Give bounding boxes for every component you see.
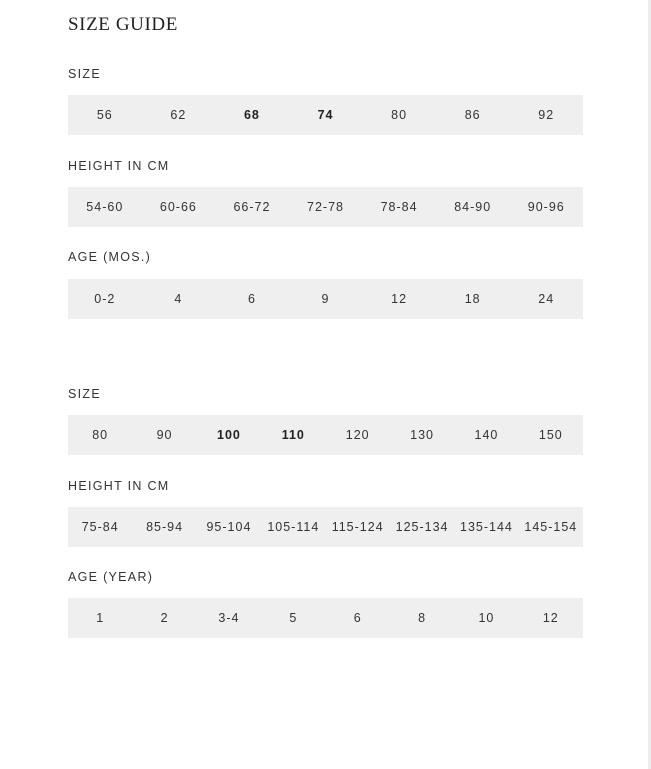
age-cell: 18 — [464, 292, 481, 306]
size-cell: 68 — [243, 108, 260, 122]
age-cell: 10 — [478, 611, 495, 625]
height-cell: 84-90 — [454, 200, 492, 214]
page-title: SIZE GUIDE — [68, 14, 178, 35]
age-cell: 12 — [391, 292, 408, 306]
size-cell: 140 — [474, 428, 499, 442]
age-cell: 6 — [247, 292, 256, 306]
height-row — [68, 507, 583, 547]
size-label: SIZE — [68, 67, 101, 81]
size-row — [68, 415, 583, 455]
age-cell: 5 — [289, 611, 298, 625]
age-cell: 3-4 — [218, 611, 240, 625]
height-row — [68, 187, 583, 227]
age-cell: 2 — [160, 611, 169, 625]
size-cell: 92 — [538, 108, 555, 122]
height-cell: 90-96 — [527, 200, 565, 214]
height-cell: 125-134 — [395, 520, 449, 534]
height-cell: 115-124 — [331, 520, 384, 534]
height-cell: 72-78 — [307, 200, 345, 214]
age-label: AGE (MOS.) — [68, 250, 152, 264]
age-cell: 8 — [418, 611, 427, 625]
height-cell: 105-114 — [267, 520, 320, 534]
height-label: HEIGHT IN CM — [68, 479, 170, 493]
size-cell: 74 — [317, 108, 334, 122]
size-cell: 80 — [391, 108, 408, 122]
height-cell: 145-154 — [524, 520, 578, 534]
size-cell: 56 — [96, 108, 113, 122]
height-cell: 60-66 — [159, 200, 197, 214]
height-cell: 78-84 — [380, 200, 418, 214]
age-cell: 0-2 — [94, 292, 116, 306]
size-cell: 100 — [217, 428, 241, 442]
age-cell: 24 — [538, 292, 555, 306]
size-cell: 150 — [538, 428, 563, 442]
age-cell: 6 — [353, 611, 362, 625]
size-cell: 62 — [170, 108, 187, 122]
size-cell: 120 — [345, 428, 370, 442]
age-row — [68, 279, 583, 319]
height-label: HEIGHT IN CM — [68, 159, 170, 173]
size-cell: 130 — [410, 428, 434, 442]
height-cell: 75-84 — [81, 520, 119, 534]
size-cell: 86 — [464, 108, 481, 122]
size-cell: 90 — [156, 428, 173, 442]
age-label: AGE (YEAR) — [68, 570, 154, 584]
size-cell: 80 — [92, 428, 109, 442]
age-cell: 9 — [321, 292, 330, 306]
size-row — [68, 95, 583, 135]
height-cell: 85-94 — [146, 520, 184, 534]
height-cell: 54-60 — [86, 200, 124, 214]
height-cell: 135-144 — [460, 520, 513, 534]
age-cell: 12 — [542, 611, 559, 625]
age-row — [68, 598, 583, 638]
height-cell: 95-104 — [206, 520, 252, 534]
size-cell: 110 — [281, 428, 305, 442]
size-label: SIZE — [68, 387, 101, 401]
age-cell: 1 — [96, 611, 105, 625]
height-cell: 66-72 — [233, 200, 271, 214]
age-cell: 4 — [174, 292, 183, 306]
